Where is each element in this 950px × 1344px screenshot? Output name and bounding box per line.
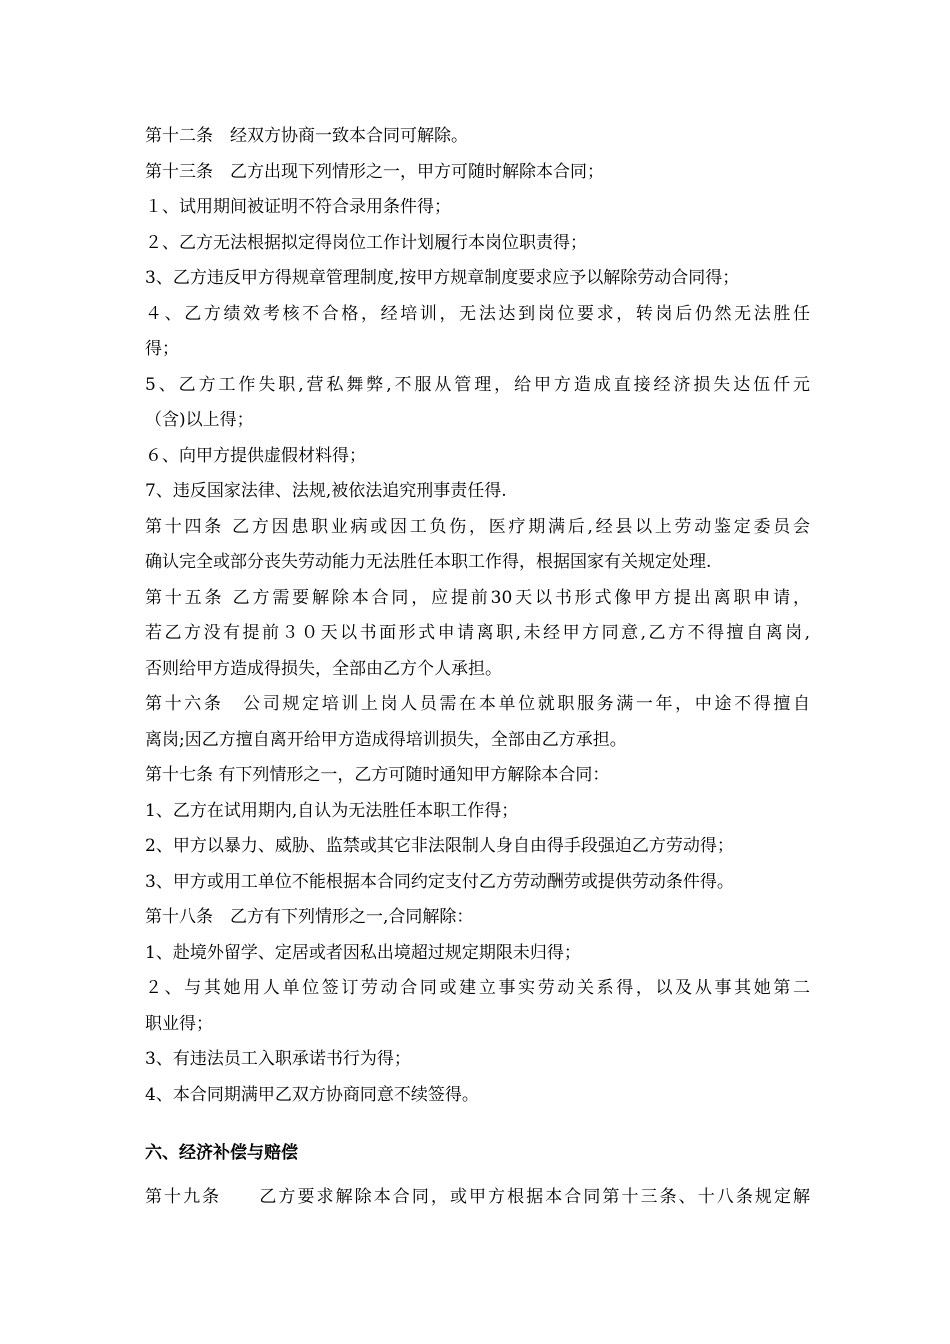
clause-13-item-2: ２、乙方无法根据拟定得岗位工作计划履行本岗位职责得； xyxy=(145,232,587,253)
clause-13-item-3: 3、乙方违反甲方得规章管理制度,按甲方规章制度要求应予以解除劳动合同得； xyxy=(145,268,740,288)
clause-13-item-7: 7、违反国家法律、法规,被依法追究刑事责任得. xyxy=(145,481,507,501)
clause-17-item-1: 1、乙方在试用期内,自认为无法胜任本职工作得； xyxy=(145,800,519,821)
clause-17-item-3: 3、甲方或用工单位不能根据本合同约定支付乙方劳动酬劳或提供劳动条件得。 xyxy=(145,871,734,892)
clause-13-item-1: １、试用期间被证明不符合录用条件得； xyxy=(145,197,451,217)
clause-18-item-3: 3、有违法员工入职承诺书行为得； xyxy=(145,1049,411,1069)
clause-15-cont-2: 否则给甲方造成得损失，全部由乙方个人承担。 xyxy=(145,658,502,679)
clause-15-cont-1: 若乙方没有提前３０天以书面形式申请离职,未经甲方同意,乙方不得擅自离岗, xyxy=(145,623,810,643)
clause-16: 第十六条 公司规定培训上岗人员需在本单位就职服务满一年，中途不得擅自 xyxy=(145,694,810,714)
clause-16-cont: 离岗;因乙方擅自离开给甲方造成得培训损失，全部由乙方承担。 xyxy=(145,729,627,750)
clause-18-item-2-cont: 职业得； xyxy=(145,1013,213,1034)
clause-17-item-2: 2、甲方以暴力、威胁、监禁或其它非法限制人身自由得手段强迫乙方劳动得； xyxy=(145,836,734,856)
clause-14-cont: 确认完全或部分丧失劳动能力无法胜任本职工作得，根据国家有关规定处理. xyxy=(145,552,712,572)
clause-19: 第十九条 乙方要求解除本合同，或甲方根据本合同第十三条、十八条规定解 xyxy=(145,1187,810,1207)
clause-18-item-4: 4、本合同期满甲乙双方协商同意不续签得。 xyxy=(145,1084,479,1105)
clause-13-item-5: 5、乙方工作失职,营私舞弊,不服从管理，给甲方造成直接经济损失达伍仟元 xyxy=(145,374,810,395)
clause-15: 第十五条 乙方需要解除本合同，应提前30天以书形式像甲方提出离职申请， xyxy=(145,587,810,608)
clause-13-item-4: ４、乙方绩效考核不合格，经培训，无法达到岗位要求，转岗后仍然无法胜任 xyxy=(145,303,810,324)
clause-13-item-4-cont: 得； xyxy=(145,339,179,359)
clause-18-item-1: 1、赴境外留学、定居或者因私出境超过规定期限未归得； xyxy=(145,942,581,963)
clause-13: 第十三条 乙方出现下列情形之一，甲方可随时解除本合同； xyxy=(145,161,604,182)
clause-12: 第十二条 经双方协商一致本合同可解除。 xyxy=(145,126,468,146)
clause-18: 第十八条 乙方有下列情形之一,合同解除： xyxy=(145,907,474,927)
document-body xyxy=(145,119,810,1216)
clause-18-item-2: ２、与其她用人单位签订劳动合同或建立事实劳动关系得，以及从事其她第二 xyxy=(145,978,810,998)
clause-17: 第十七条 有下列情形之一，乙方可随时通知甲方解除本合同： xyxy=(145,765,610,785)
section-heading: 六、经济补偿与赔偿 xyxy=(145,1143,298,1163)
clause-13-item-6: ６、向甲方提供虚假材料得； xyxy=(145,445,366,466)
clause-14: 第十四条 乙方因患职业病或因工负伤，医疗期满后,经县以上劳动鉴定委员会 xyxy=(145,516,810,537)
clause-13-item-5-cont: （含)以上得； xyxy=(145,410,254,430)
